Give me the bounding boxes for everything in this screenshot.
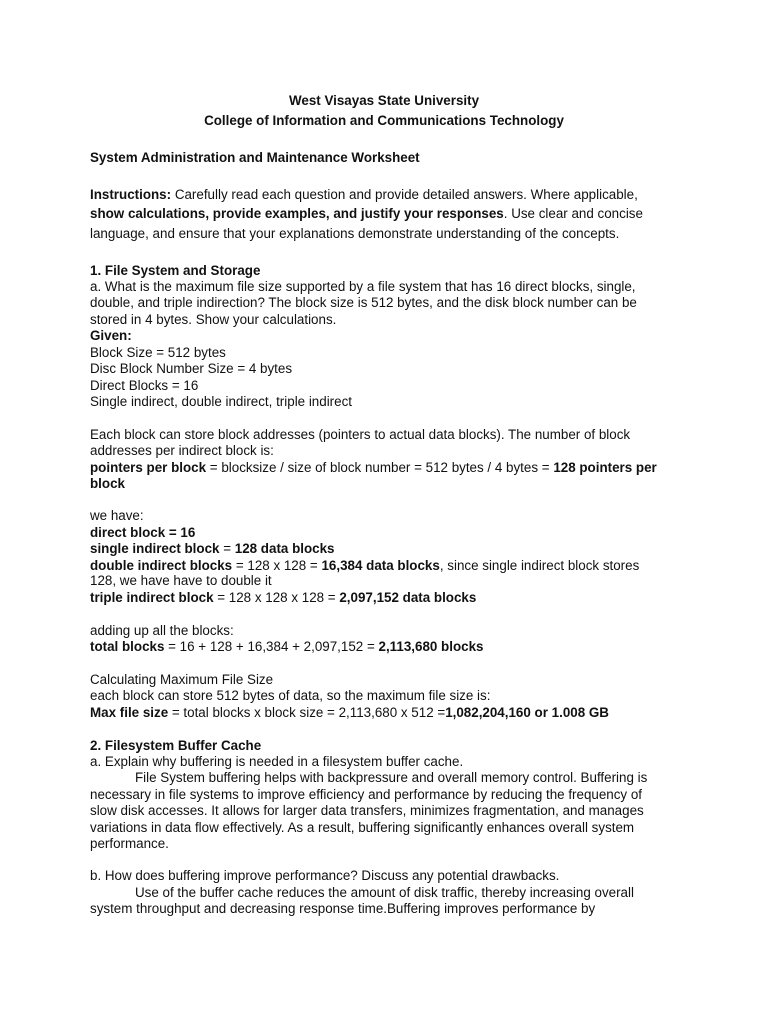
total-blocks-line: total blocks = 16 + 128 + 16,384 + 2,097,152 = 2,113,680 blocks (90, 639, 484, 654)
question-1a-line: stored in 4 bytes. Show your calculations. (90, 312, 337, 327)
double-indirect-line: double indirect blocks = 128 x 128 = 16,384 data blocks, since single indirect block stores (90, 558, 640, 573)
answer-2a-line: variations in data flow effectively. As a result, buffering significantly enhances overall system (90, 820, 635, 835)
question-1a-line: a. What is the maximum file size supported by a file system that has 16 direct blocks, single, (90, 279, 636, 294)
university-name: West Visayas State University (288, 93, 480, 108)
calc-description: each block can store 512 bytes of data, so the maximum file size is: (90, 688, 491, 703)
question-2a: a. Explain why buffering is needed in a filesystem buffer cache. (90, 754, 464, 769)
instructions-line-1: Instructions: Carefully read each question and provide detailed answers. Where applicable, (90, 187, 638, 202)
explanation-line: Each block can store block addresses (pointers to actual data blocks). The number of block (90, 427, 631, 442)
answer-2a-line: slow disk accesses. It allows for larger data transfers, minimizes fragmentation, and manages (90, 803, 644, 818)
adding-text: adding up all the blocks: (90, 623, 234, 638)
section-2-title: 2. Filesystem Buffer Cache (90, 738, 262, 753)
direct-block-line: direct block = 16 (90, 525, 196, 540)
given-item: Block Size = 512 bytes (90, 345, 226, 360)
given-item: Direct Blocks = 16 (90, 378, 199, 393)
single-indirect-line: single indirect block = 128 data blocks (90, 541, 335, 556)
instructions-line-2: show calculations, provide examples, and justify your responses. Use clear and concise (90, 206, 643, 221)
section-1-title: 1. File System and Storage (90, 263, 261, 278)
college-name: College of Information and Communications Technology (204, 113, 564, 128)
question-2b: b. How does buffering improve performance? Discuss any potential drawbacks. (90, 868, 560, 883)
answer-2b-line: Use of the buffer cache reduces the amount of disk traffic, thereby increasing overall (135, 885, 634, 900)
given-item: Disc Block Number Size = 4 bytes (90, 361, 293, 376)
given-item: Single indirect, double indirect, triple indirect (90, 394, 353, 409)
question-1a-line: double, and triple indirection? The block size is 512 bytes, and the disk block number can be (90, 295, 637, 310)
max-file-size-line: Max file size = total blocks x block size = 2,113,680 x 512 =1,082,204,160 or 1.008 GB (90, 705, 609, 720)
answer-2a-line: File System buffering helps with backpressure and overall memory control. Buffering is (135, 770, 648, 785)
instructions-label: Instructions: (90, 187, 172, 202)
instructions-line-3: language, and ensure that your explanations demonstrate understanding of the concepts. (90, 226, 620, 241)
given-label: Given: (90, 328, 132, 343)
explanation-line: addresses per indirect block is: (90, 443, 274, 458)
double-indirect-continuation: 128, we have have to double it (90, 573, 272, 588)
answer-2a-line: performance. (90, 836, 169, 851)
answer-2a-line: necessary in file systems to improve efficiency and performance by reducing the frequency of (90, 787, 643, 802)
worksheet-page: West Visayas State University College of Information and Communications Technology System Administration and Maintenance Worksheet Instructions: Carefully read each question and provide detailed answers. Where applicable, show calculations, provide examples, and justify your responses. Use clear and concise language, and ensure that your explanations demonstrate understanding of the concepts. 1. File System and Storage a. What is the maximum file size supported by a file system that has 16 direct blocks, single, double, and triple indirection? The block size is 512 bytes, and the disk block number can be stored in 4 bytes. Show your calculations. Given: Block Size = 512 bytes Disc Block Number Size = 4 bytes Direct Blocks = 16 Single indirect, double indirect, triple indirect Each block can store block addresses (pointers to actual data blocks). The number of block addresses per indirect block is: pointers per block = blocksize / size of block number = 512 bytes / 4 bytes = 128 pointers per block we have: direct block = 16 single indirect block = 128 data blocks double indirect blocks = 128 x 128 = 16,384 data blocks, since single indirect block stores 128, we have have to double it triple indirect block = 128 x 128 x 128 = 2,097,152 data blocks adding up all the blocks: total blocks = 16 + 128 + 16,384 + 2,097,152 = 2,113,680 blocks Calculating Maximum File Size each block can store 512 bytes of data, so the maximum file size is: Max file size = total blocks x block size = 2,113,680 x 512 =1,082,204,160 or 1.008 GB 2. Filesystem Buffer Cache a. Explain why buffering is needed in a filesystem buffer cache. File System buffering helps with backpressure and overall memory control. Buffering is necessary in file systems to improve efficiency and performance by reducing the frequency of slow disk accesses. It allows for larger data transfers, minimizes fragmentation, and manages variations in data flow effectively. As a result, buffering significantly enhances overall system performance. b. How does buffering improve performance? Discuss any potential drawbacks. Use of the buffer cache reduces the amount of disk traffic, thereby increasing overall system throughput and decreasing response time.Buffering improves performance by (0, 0, 768, 1024)
answer-2b-line: system throughput and decreasing response time.Buffering improves performance by (90, 901, 596, 916)
worksheet-title: System Administration and Maintenance Worksheet (90, 150, 420, 165)
calc-title: Calculating Maximum File Size (90, 672, 274, 687)
we-have-text: we have: (90, 508, 144, 523)
triple-indirect-line: triple indirect block = 128 x 128 x 128 = 2,097,152 data blocks (90, 590, 477, 605)
pointers-per-block-line: pointers per block = blocksize / size of block number = 512 bytes / 4 bytes = 128 pointers per (90, 460, 657, 475)
